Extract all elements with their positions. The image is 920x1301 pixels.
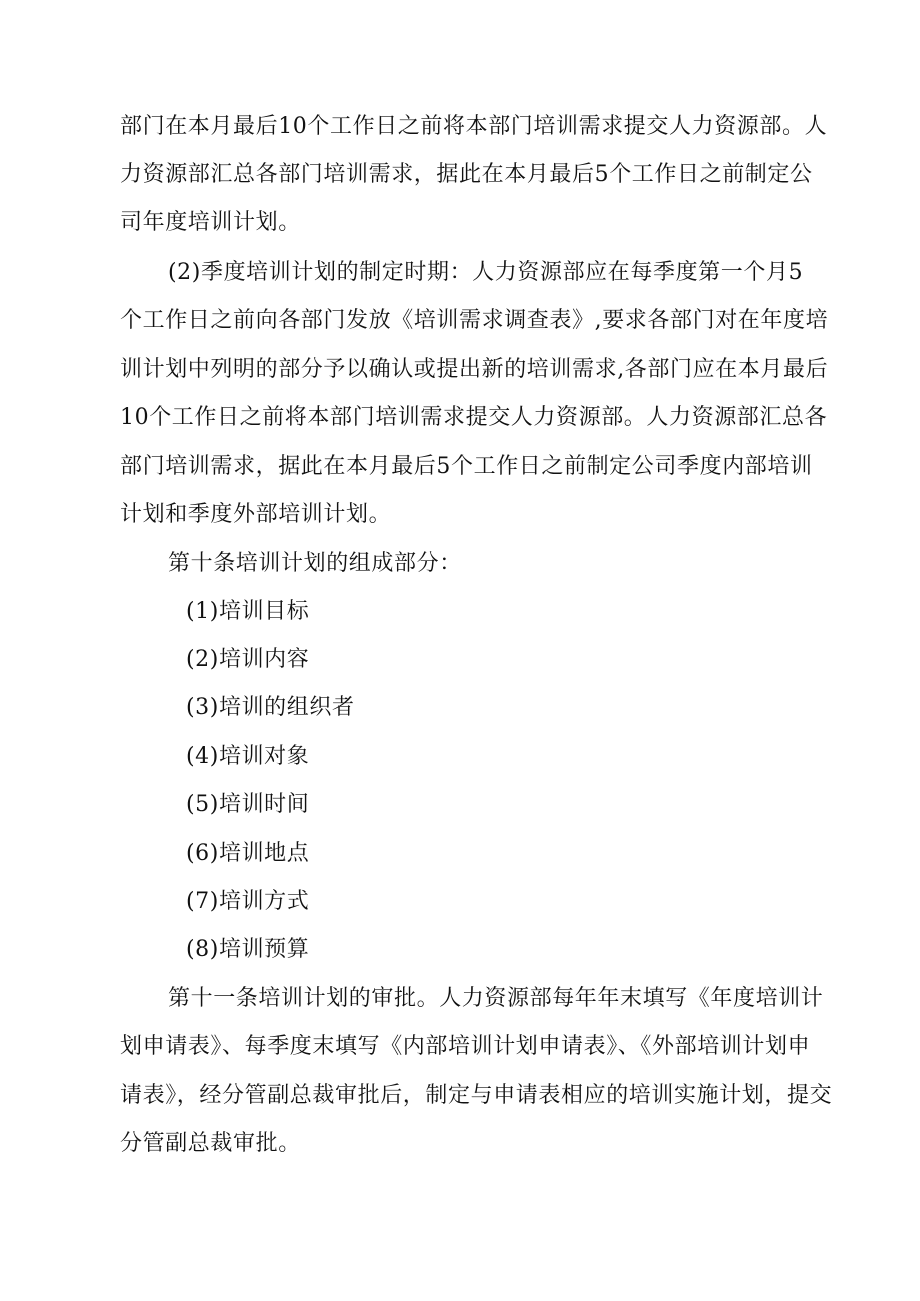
article-10-item: (5)培训时间 xyxy=(186,792,310,817)
article-10-item: (3)培训的组织者 xyxy=(186,695,355,720)
article-10-item: (7)培训方式 xyxy=(186,889,310,914)
paragraph-2-line-1: (2)季度培训计划的制定时期：人力资源部应在每季度第一个月5 xyxy=(168,260,804,285)
paragraph-1-line-1: 部门在本月最后10个工作日之前将本部门培训需求提交人力资源部。人 xyxy=(120,114,828,139)
paragraph-2-line-3: 训计划中列明的部分予以确认或提出新的培训需求,各部门应在本月最后 xyxy=(120,357,829,382)
paragraph-1-line-3: 司年度培训计划。 xyxy=(120,210,301,235)
article-10-item: (2)培训内容 xyxy=(186,647,310,672)
paragraph-2-line-5: 部门培训需求，据此在本月最后5个工作日之前制定公司季度内部培训 xyxy=(120,454,813,479)
article-11-line-3: 请表》，经分管副总裁审批后，制定与申请表相应的培训实施计划，提交 xyxy=(120,1083,833,1108)
paragraph-2-line-4: 10个工作日之前将本部门培训需求提交人力资源部。人力资源部汇总各 xyxy=(120,405,828,430)
article-11-line-2: 划申请表》、每季度末填写《内部培训计划申请表》、《外部培训计划申 xyxy=(120,1034,811,1059)
article-10-item: (4)培训对象 xyxy=(186,744,310,769)
article-10-heading: 第十条培训计划的组成部分： xyxy=(168,551,462,576)
article-10-item: (6)培训地点 xyxy=(186,841,310,866)
article-11-line-1: 第十一条培训计划的审批。人力资源部每年年末填写《年度培训计 xyxy=(168,986,824,1011)
article-10-item: (8)培训预算 xyxy=(186,937,310,962)
paragraph-2-line-2: 个工作日之前向各部门发放《培训需求调查表》,要求各部门对在年度培 xyxy=(120,308,829,333)
paragraph-1-line-2: 力资源部汇总各部门培训需求，据此在本月最后5个工作日之前制定公 xyxy=(120,162,813,187)
article-11-line-4: 分管副总裁审批。 xyxy=(120,1131,301,1156)
article-10-item: (1)培训目标 xyxy=(186,599,310,624)
paragraph-2-line-6: 计划和季度外部培训计划。 xyxy=(120,502,392,527)
